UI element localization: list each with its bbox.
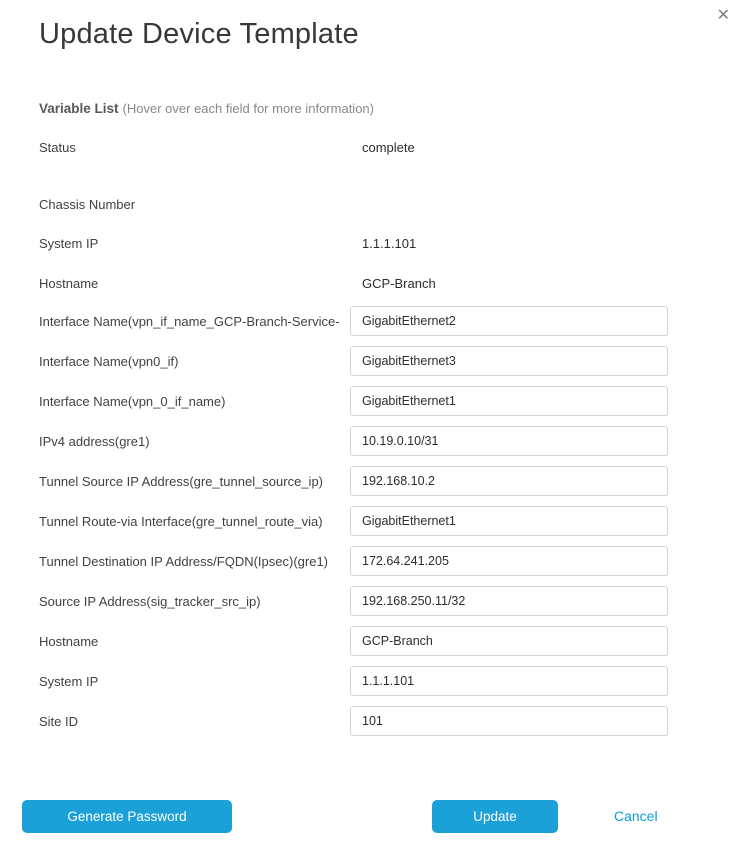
dialog-title: Update Device Template — [39, 18, 359, 50]
chassis-number-row — [39, 194, 668, 214]
generate-password-button[interactable]: Generate Password — [22, 800, 232, 833]
system-ip-input[interactable] — [350, 666, 668, 696]
field-label: Interface Name(vpn0_if) — [39, 353, 179, 369]
variable-list — [39, 137, 668, 746]
vpn-0-if-name-row — [39, 386, 668, 416]
variable-list-header — [39, 101, 374, 116]
field-label: Source IP Address(sig_tracker_src_ip) — [39, 593, 261, 609]
status-value: complete — [362, 139, 415, 155]
hostname-input[interactable] — [350, 626, 668, 656]
cancel-link[interactable]: Cancel — [614, 808, 658, 824]
site-id-row — [39, 706, 668, 736]
field-label: Site ID — [39, 713, 79, 729]
hostname-row — [39, 273, 668, 293]
field-label: Tunnel Destination IP Address/FQDN(Ipsec)(gre1) — [39, 553, 329, 569]
field-label: Chassis Number — [39, 196, 136, 212]
field-label: Tunnel Route-via Interface(gre_tunnel_route_via) — [39, 513, 323, 529]
field-label: Hostname — [39, 275, 99, 291]
dialog-footer — [0, 800, 752, 833]
field-label: Interface Name(vpn_if_name_GCP-Branch-Service- — [39, 313, 340, 329]
sig-tracker-src-ip-input[interactable] — [350, 586, 668, 616]
ipv4-gre1-input[interactable] — [350, 426, 668, 456]
interface-name-service-row — [39, 306, 668, 336]
sig-tracker-src-ip-row — [39, 586, 668, 616]
hostname-value: GCP-Branch — [362, 275, 436, 291]
vpn-0-if-name-input[interactable] — [350, 386, 668, 416]
vpn0-if-row — [39, 346, 668, 376]
system-ip-input-row — [39, 666, 668, 696]
site-id-input[interactable] — [350, 706, 668, 736]
tunnel-route-via-input[interactable] — [350, 506, 668, 536]
tunnel-route-via-row — [39, 506, 668, 536]
system-ip-value: 1.1.1.101 — [362, 235, 417, 251]
update-button[interactable]: Update — [432, 800, 558, 833]
interface-name-service-input[interactable] — [350, 306, 668, 336]
tunnel-destination-input[interactable] — [350, 546, 668, 576]
system-ip-row — [39, 233, 668, 253]
field-label: System IP — [39, 235, 99, 251]
field-label: System IP — [39, 673, 99, 689]
hostname-input-row — [39, 626, 668, 656]
section-hint: (Hover over each field for more information) — [122, 101, 374, 116]
field-label: Hostname — [39, 633, 99, 649]
close-icon[interactable]: ✕ — [716, 7, 730, 24]
tunnel-source-ip-row — [39, 466, 668, 496]
field-label: Interface Name(vpn_0_if_name) — [39, 393, 226, 409]
ipv4-gre1-row — [39, 426, 668, 456]
tunnel-destination-row — [39, 546, 668, 576]
status-row — [39, 137, 668, 157]
section-title: Variable List — [39, 101, 119, 116]
field-label: IPv4 address(gre1) — [39, 433, 150, 449]
field-label: Status — [39, 139, 76, 155]
tunnel-source-ip-input[interactable] — [350, 466, 668, 496]
vpn0-if-input[interactable] — [350, 346, 668, 376]
field-label: Tunnel Source IP Address(gre_tunnel_source_ip) — [39, 473, 324, 489]
